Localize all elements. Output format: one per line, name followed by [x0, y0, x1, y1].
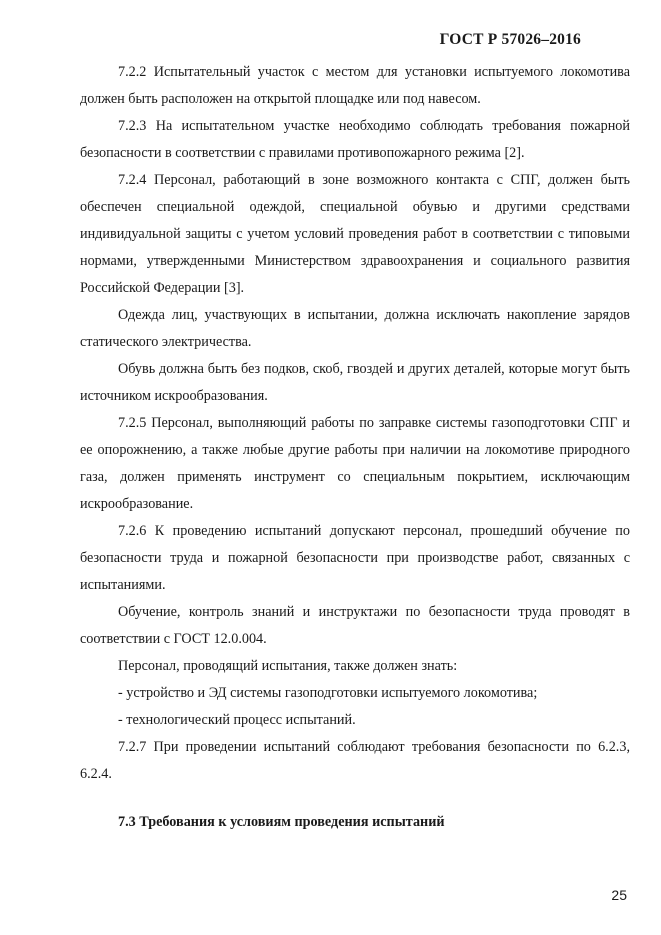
- paragraph-7-2-2: 7.2.2 Испытательный участок с местом для установки испытуемого локомотива должен быть расположен на открытой площадке или под навесом.: [80, 64, 630, 107]
- paragraph-footwear: Обувь должна быть без подков, скоб, гвоздей и других деталей, которые могут быть источником искрообразования.: [80, 361, 630, 404]
- paragraph-7-2-6: 7.2.6 К проведению испытаний допускают персонал, прошедший обучение по безопасности труда и пожарной безопасности при производстве работ, связанных с испытаниями.: [80, 523, 630, 593]
- paragraph-7-2-7: 7.2.7 При проведении испытаний соблюдают требования безопасности по 6.2.3, 6.2.4.: [80, 739, 630, 782]
- body-text: [80, 59, 630, 788]
- section-heading-7-3: 7.3 Требования к условиям проведения испытаний: [118, 814, 445, 830]
- paragraph-7-2-3: 7.2.3 На испытательном участке необходимо соблюдать требования пожарной безопасности в соответствии с правилами противопожарного режима [2].: [80, 118, 630, 161]
- paragraph-clothing: Одежда лиц, участвующих в испытании, должна исключать накопление зарядов статического электричества.: [80, 307, 630, 350]
- paragraph-7-2-5: 7.2.5 Персонал, выполняющий работы по заправке системы газоподготовки СПГ и ее опорожнению, а также любые другие работы при наличии на локомотиве природного газа, должен применять инструмент со специальным покрытием, исключающим искрообразование.: [80, 415, 630, 512]
- paragraph-personnel-knowledge: Персонал, проводящий испытания, также должен знать:: [118, 658, 458, 674]
- list-item-process: - технологический процесс испытаний.: [118, 712, 356, 728]
- document-header: ГОСТ Р 57026–2016: [439, 31, 581, 48]
- page-number: 25: [611, 887, 627, 903]
- paragraph-training: Обучение, контроль знаний и инструктажи по безопасности труда проводят в соответствии с ГОСТ 12.0.004.: [80, 604, 630, 647]
- list-item-device: - устройство и ЭД системы газоподготовки испытуемого локомотива;: [118, 685, 538, 701]
- paragraph-7-2-4: 7.2.4 Персонал, работающий в зоне возможного контакта с СПГ, должен быть обеспечен специальной одеждой, специальной обувью и другими средствами индивидуальной защиты с учетом условий проведения работ в соответствии с типовыми нормами, утвержденными Министерством здравоохранения и социального развития Российской Федерации [3].: [80, 172, 630, 296]
